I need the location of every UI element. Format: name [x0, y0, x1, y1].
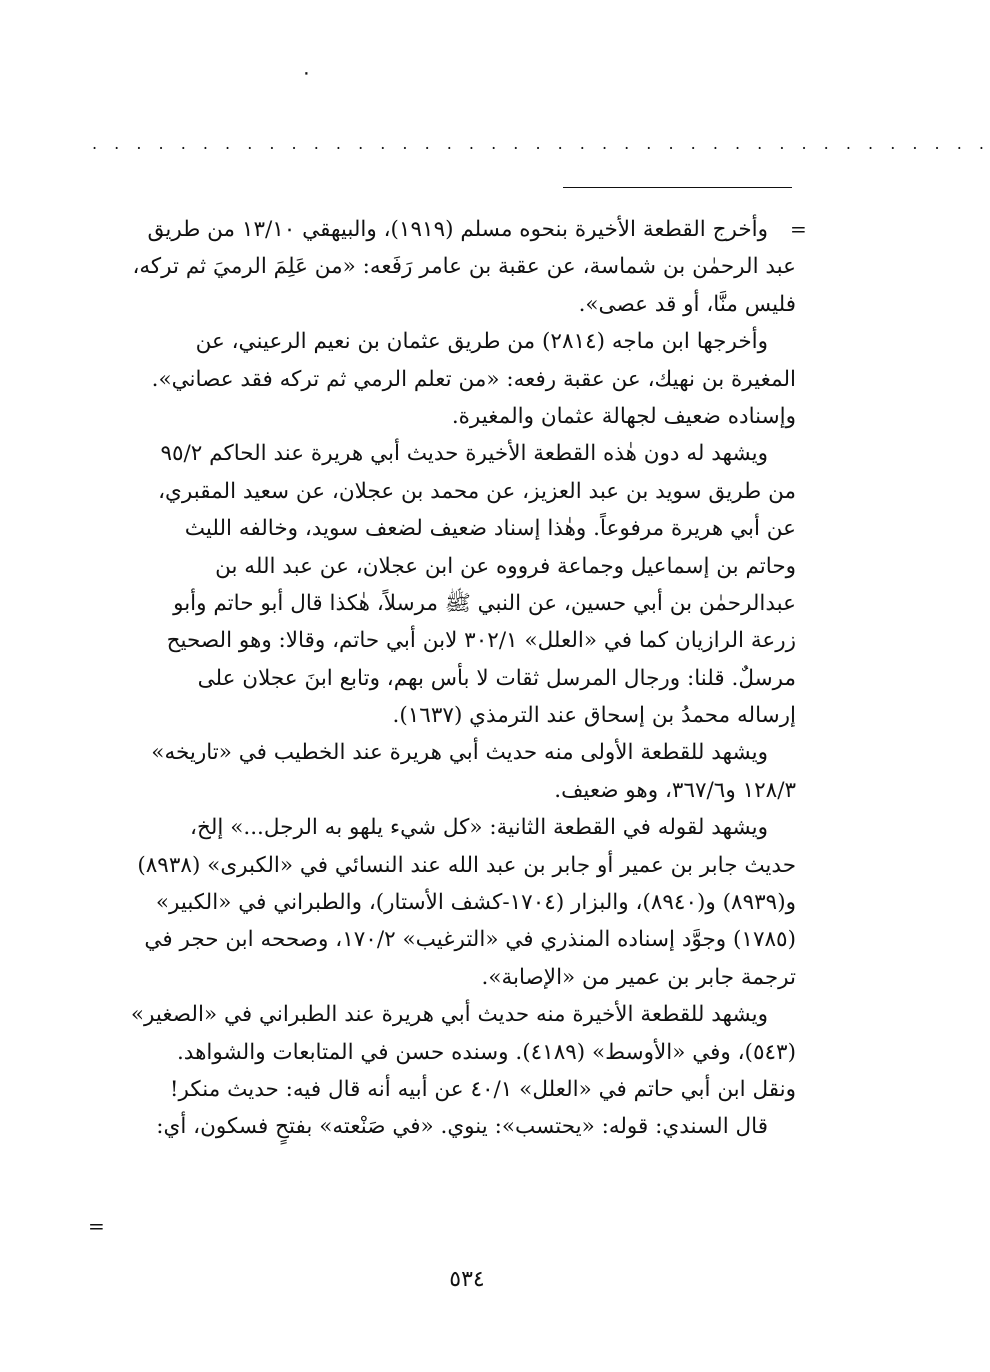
- text-line: وإسناده ضعيف لجهالة عثمان والمغيرة.: [451, 403, 796, 429]
- text-line: ويشهد لقوله في القطعة الثانية: «كل شيء يلهو به الرجل...» إلخ،: [190, 815, 768, 841]
- paragraph: [88, 211, 796, 323]
- text-line: ويشهد للقطعة الأولى منه حديث أبي هريرة عند الخطيب في «تاريخه»: [151, 740, 768, 766]
- footnote-rule: [563, 187, 792, 188]
- paragraph: [88, 323, 796, 435]
- text-line: عن أبي هريرة مرفوعاً. وهٰذا إسناد ضعيف لضعف سويد، وخالفه الليث: [184, 516, 796, 542]
- text-line: ونقل ابن أبي حاتم في «العلل» ٤٠/١ عن أبيه أنه قال فيه: حديث منكر!: [169, 1076, 796, 1102]
- text-line: وأخرجها ابن ماجه (٢٨١٤) من طريق عثمان بن نعيم الرعيني، عن: [195, 329, 768, 355]
- text-line: فليس منَّا، أو قد عصى».: [578, 291, 796, 317]
- text-line: ويشهد له دون هٰذه القطعة الأخيرة حديث أبي هريرة عند الحاكم ٩٥/٢: [160, 441, 768, 467]
- paragraph: [88, 996, 796, 1108]
- text-line: وأخرج القطعة الأخيرة بنحوه مسلم (١٩١٩)، والبيهقي ١٣/١٠ من طريق: [147, 217, 768, 242]
- continuation-sign-start: =: [790, 217, 807, 241]
- text-line: المغيرة بن نهيك، عن عقبة رفعه: «من تعلم الرمي ثم تركه فقد عصاني».: [151, 366, 796, 392]
- text-line: ١٢٨/٣ و٣٦٧/٦، وهو ضعيف.: [554, 777, 796, 803]
- text-line: (١٧٨٥) وجوَّد إسناده المنذري في «الترغيب» ١٧٠/٢، وصححه ابن حجر في: [144, 927, 796, 953]
- text-line: عبد الرحمٰن بن شماسة، عن عقبة بن عامر رَفَعه: «من عَلِمَ الرميَ ثم تركه،: [132, 254, 796, 280]
- paragraph: [88, 734, 796, 809]
- continuation-sign-end: =: [88, 1214, 105, 1238]
- text-line: ترجمة جابر بن عمير من «الإصابة».: [481, 964, 796, 990]
- text-line: ويشهد للقطعة الأخيرة منه حديث أبي هريرة عند الطبراني في «الصغير»: [130, 1002, 768, 1028]
- paragraph: [88, 809, 796, 996]
- text-line: زرعة الرازيان كما في «العلل» ٣٠٢/١ لابن أبي حاتم، وقالا: وهو الصحيح: [166, 628, 796, 654]
- text-line: إرساله محمدُ بن إسحاق عند الترمذي (١٦٣٧).: [392, 703, 796, 729]
- page-number: ٥٣٤: [449, 1267, 485, 1292]
- text-line: من طريق سويد بن عبد العزيز، عن محمد بن عجلان، عن سعيد المقبري،: [158, 478, 796, 504]
- text-line: حديث جابر بن عمير أو جابر بن عبد الله عند النسائي في «الكبرى» (٨٩٣٨): [137, 852, 796, 878]
- text-line: قال السندي: قوله: «يحتسب»: ينوي. «في صَنْعته» بفتحٍ فسكون، أي:: [156, 1114, 768, 1140]
- paragraph: [88, 435, 796, 734]
- footnote-text: [88, 211, 796, 1146]
- text-line: وحاتم بن إسماعيل وجماعة فرووه عن ابن عجلان، عن عبد الله بن: [215, 553, 796, 579]
- text-line: مرسلٌ. قلنا: ورجال المرسل ثقات لا بأس بهم، وتابع ابنَ عجلان على: [197, 665, 796, 691]
- dotted-separator: . . . . . . . . . . . . . . . . . . . . . . . . . . . . . . . . . . . . . . . . .: [92, 134, 990, 153]
- header-mark: ٠: [301, 60, 312, 84]
- text-line: و(٨٩٣٩) و(٨٩٤٠)، والبزار (١٧٠٤-كشف الأستار)، والطبراني في «الكبير»: [155, 890, 796, 916]
- paragraph: [88, 1108, 796, 1145]
- text-line: (٥٤٣)، وفي «الأوسط» (٤١٨٩). وسنده حسن في المتابعات والشواهد.: [176, 1039, 796, 1065]
- text-line: عبدالرحمٰن بن أبي حسين، عن النبي ﷺ مرسلاً، هٰكذا قال أبو حاتم وأبو: [173, 590, 796, 616]
